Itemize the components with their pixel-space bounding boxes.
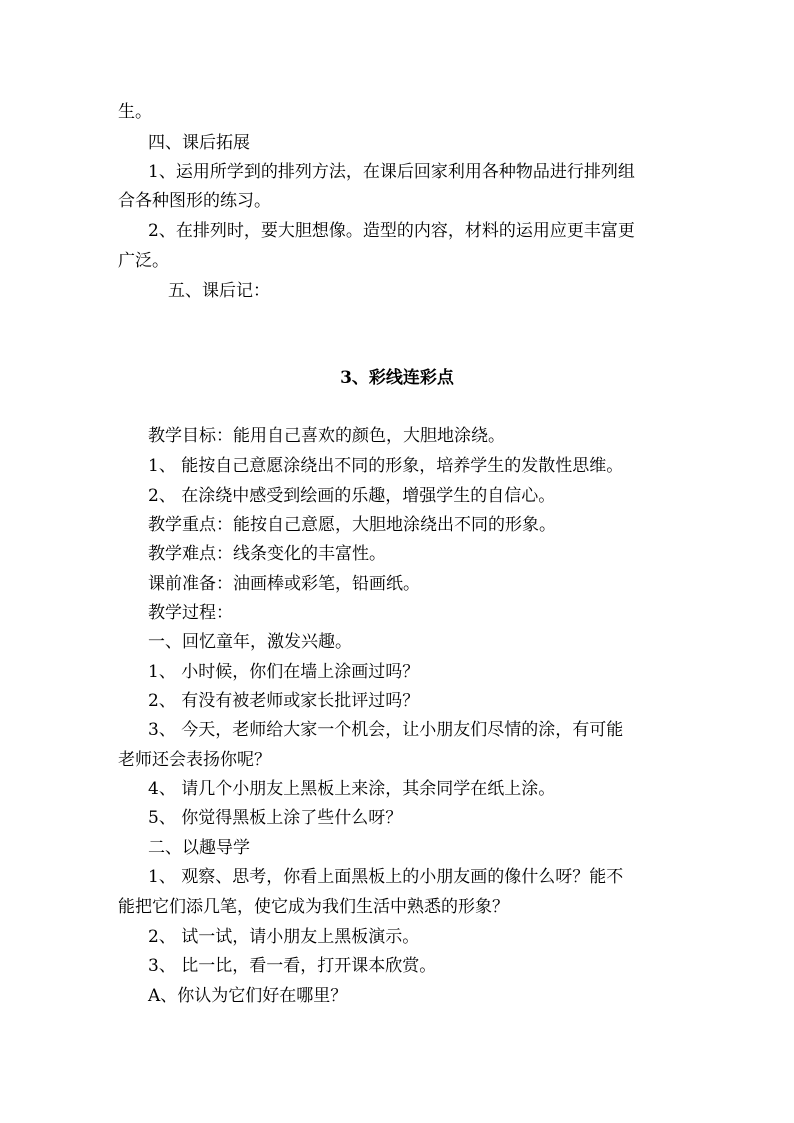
paragraph-line: 生。: [118, 102, 152, 122]
paragraph-line: 1、运用所学到的排列方法，在课后回家利用各种物品进行排列组: [148, 162, 635, 182]
paragraph-line: 教学重点：能按自己意愿，大胆地涂绕出不同的形象。: [148, 515, 556, 535]
section-heading: 五、课后记：: [168, 281, 270, 301]
list-item: 4、 请几个小朋友上黑板上来涂，其余同学在纸上涂。: [148, 779, 556, 799]
paragraph-line: 教学难点：线条变化的丰富性。: [148, 544, 386, 564]
lesson-title: 3、彩线连彩点: [340, 368, 454, 388]
list-item: 2、 试一试，请小朋友上黑板演示。: [148, 927, 420, 947]
section-heading: 一、回忆童年，激发兴趣。: [148, 632, 352, 652]
paragraph-line: 2、在排列时，要大胆想像。造型的内容，材料的运用应更丰富更: [148, 221, 635, 241]
list-item: 5、 你觉得黑板上涂了些什么呀？: [148, 808, 403, 828]
list-item: 3、 今天，老师给大家一个机会，让小朋友们尽情的涂，有可能: [148, 720, 624, 740]
list-item-continuation: 老师还会表扬你呢？: [118, 750, 271, 770]
section-heading: 四、课后拓展: [148, 133, 250, 153]
paragraph-line: 课前准备：油画棒或彩笔，铅画纸。: [148, 574, 420, 594]
paragraph-line: 教学目标：能用自己喜欢的颜色，大胆地涂绕。: [148, 426, 505, 446]
list-item: 1、 能按自己意愿涂绕出不同的形象，培养学生的发散性思维。: [148, 456, 624, 476]
paragraph-line: 广泛。: [118, 251, 169, 271]
paragraph-line: 合各种图形的练习。: [118, 191, 271, 211]
list-item: 1、 观察、思考，你看上面黑板上的小朋友画的像什么呀？能不: [148, 867, 624, 887]
list-item-continuation: 能把它们添几笔，使它成为我们生活中熟悉的形象？: [118, 897, 509, 917]
list-item: 3、 比一比，看一看，打开课本欣赏。: [148, 956, 437, 976]
list-item: 2、 在涂绕中感受到绘画的乐趣，增强学生的自信心。: [148, 486, 556, 506]
list-item: 2、 有没有被老师或家长批评过吗？: [148, 691, 420, 711]
paragraph-line: 教学过程：: [148, 603, 233, 623]
list-item: 1、 小时候，你们在墙上涂画过吗？: [148, 662, 420, 682]
list-item: A、你认为它们好在哪里？: [148, 986, 348, 1006]
section-heading: 二、以趣导学: [148, 838, 250, 858]
